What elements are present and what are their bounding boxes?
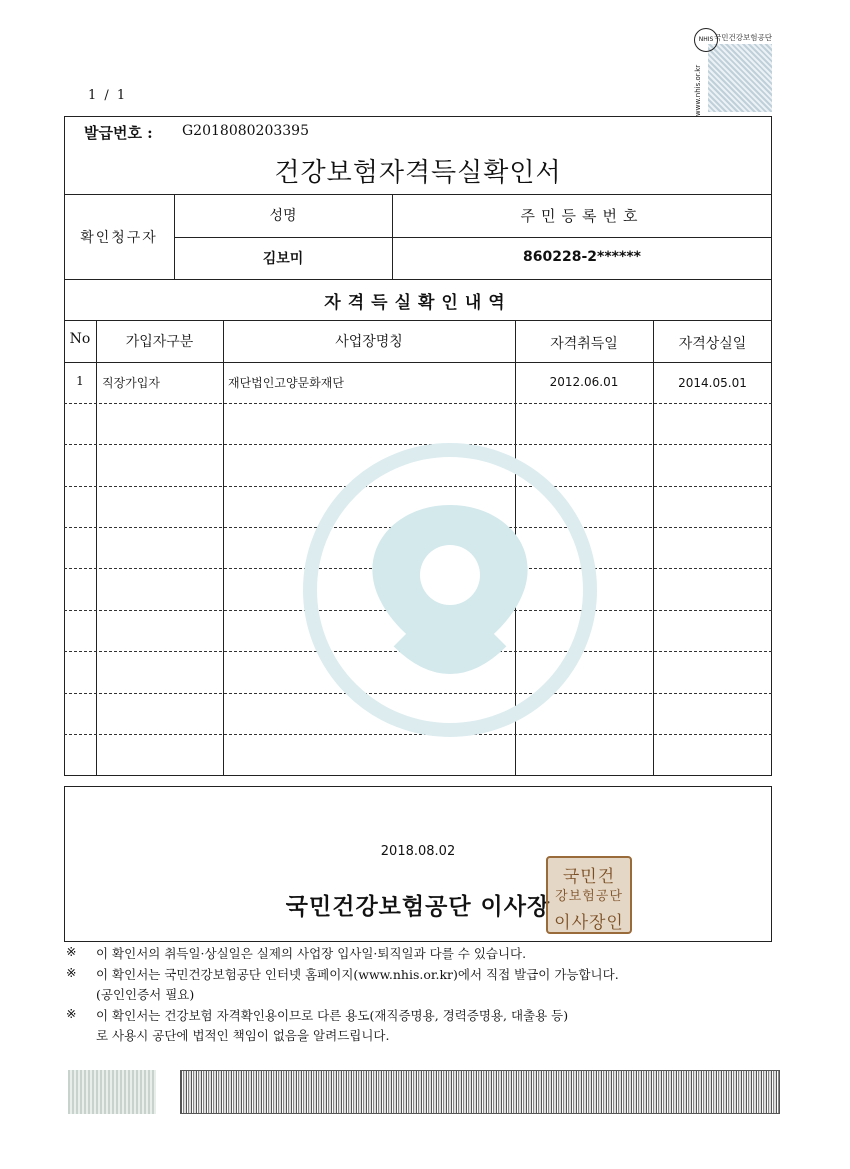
qr-code [68, 1070, 156, 1114]
document-title: 건강보험자격득실확인서 [274, 158, 562, 188]
column-divider [223, 320, 224, 776]
divider [64, 362, 772, 363]
row-workplace: 재단법인고양문화재단 [228, 376, 344, 390]
seal-line: 국민건 [562, 867, 616, 887]
applicant-section-label: 확인청구자 [80, 230, 158, 246]
name-header: 성명 [269, 208, 297, 224]
row-acquired: 2012.06.01 [549, 375, 619, 389]
stamp-url: www.nhis.or.kr [694, 64, 702, 116]
col-header-acquired: 자격취득일 [550, 336, 618, 352]
issue-label: 발급번호 : [84, 124, 153, 142]
note-mark: ※ [66, 965, 77, 980]
note-text-cont: 로 사용시 공단에 법적인 책임이 없음을 알려드립니다. [96, 1028, 390, 1043]
row-divider [64, 403, 772, 404]
note-text: 이 확인서는 국민건강보험공단 인터넷 홈페이지(www.nhis.or.kr)에서 직접 발급이 가능합니다. [96, 967, 619, 982]
stamp-org: 국민건강보험공단 [714, 33, 772, 42]
column-divider [96, 320, 97, 776]
issue-date: 2018.08.02 [380, 844, 456, 859]
seal-line: 이사장인 [554, 913, 624, 933]
col-header-type: 가입자구분 [125, 334, 194, 350]
issuer-name: 국민건강보험공단 이사장 [285, 893, 551, 920]
security-pattern [708, 44, 772, 112]
history-section-title: 자격득실확인내역 [324, 293, 512, 313]
issue-number: G2018080203395 [182, 123, 309, 139]
security-barcode [180, 1070, 780, 1114]
row-lost: 2014.05.01 [678, 376, 747, 390]
official-seal [546, 856, 632, 934]
note-mark: ※ [66, 944, 77, 959]
divider [64, 194, 772, 195]
note-text: 이 확인서는 건강보험 자격확인용이므로 다른 용도(재직증명용, 경력증명용, 대출용 등) [96, 1008, 569, 1023]
nhis-watermark-icon [300, 440, 600, 740]
col-header-no: No [69, 331, 91, 347]
col-header-workplace: 사업장명칭 [335, 334, 403, 350]
id-header: 주민등록번호 [520, 207, 644, 225]
nhis-stamp [694, 28, 778, 116]
applicant-name: 김보미 [262, 251, 304, 267]
note-mark: ※ [66, 1006, 77, 1021]
col-header-lost: 자격상실일 [678, 336, 747, 352]
divider [64, 279, 772, 280]
applicant-id: 860228-2****** [523, 249, 641, 265]
row-type: 직장가입자 [102, 376, 160, 390]
note-text-cont: (공인인증서 필요) [96, 987, 195, 1002]
divider [174, 237, 772, 238]
divider [64, 320, 772, 321]
page-count: 1 / 1 [88, 88, 128, 103]
note-text: 이 확인서의 취득일·상실일은 실제의 사업장 입사일·퇴직일과 다를 수 있습니다. [96, 946, 527, 961]
nhis-logo-icon: NHIS [694, 28, 718, 52]
seal-line: 강보험공단 [555, 889, 623, 904]
row-no: 1 [76, 374, 84, 388]
